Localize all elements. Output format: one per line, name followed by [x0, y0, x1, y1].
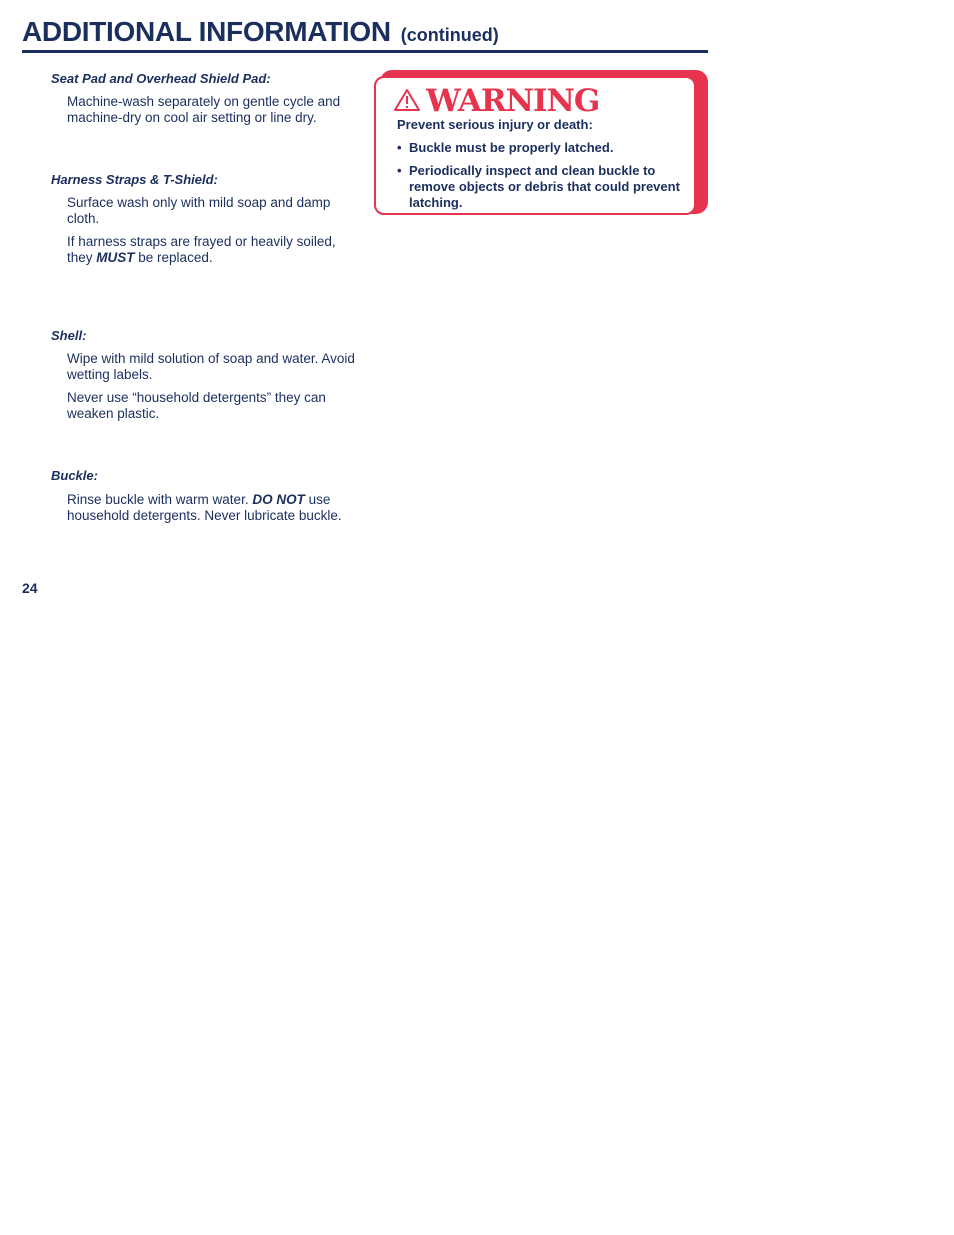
section-heading-shell: Shell: [51, 328, 87, 343]
harness-paragraph-1: Surface wash only with mild soap and damp cloth. [67, 195, 331, 226]
warning-triangle-icon [393, 88, 421, 117]
warning-bullet-2 [397, 163, 693, 211]
harness-para2-text-b: be replaced. [134, 250, 213, 265]
seat-pad-paragraph: Machine-wash separately on gentle cycle and machine-dry on cool air setting or line dry. [67, 94, 341, 125]
harness-para2-text-a: If harness straps are frayed or heavily soiled, they [67, 234, 336, 265]
shell-paragraph-2: Never use “household detergents” they can weaken plastic. [67, 390, 326, 421]
section-heading-seat-pad: Seat Pad and Overhead Shield Pad: [51, 71, 271, 86]
page-title [22, 14, 499, 53]
page-header [22, 14, 708, 53]
shell-paragraph-1: Wipe with mild solution of soap and water. Avoid wetting labels. [67, 351, 355, 382]
page-number: 24 [22, 580, 38, 596]
warning-lead: Prevent serious injury or death: [397, 117, 593, 132]
section-heading-harness: Harness Straps & T-Shield: [51, 172, 218, 187]
warning-bullet-text: Buckle must be properly latched. [409, 140, 614, 155]
buckle-paragraph [67, 492, 357, 524]
warning-bullet-text: Periodically inspect and clean buckle to remove objects or debris that could prevent latching. [409, 163, 680, 210]
page-title-text: ADDITIONAL INFORMATION [22, 16, 391, 47]
harness-paragraph-2 [67, 234, 357, 266]
warning-bullet-1 [397, 140, 693, 156]
bullet-dot: • [397, 163, 402, 178]
section-heading-buckle: Buckle: [51, 468, 98, 483]
do-not-emphasis: DO NOT [252, 492, 305, 507]
buckle-text-a: Rinse buckle with warm water. [67, 492, 253, 507]
bullet-dot: • [397, 140, 402, 155]
buckle-text-b: use household detergents. Never lubricate buckle. [67, 492, 342, 523]
warning-title: WARNING [426, 83, 600, 119]
must-emphasis: MUST [96, 250, 135, 265]
page-subtitle: (continued) [400, 25, 499, 45]
